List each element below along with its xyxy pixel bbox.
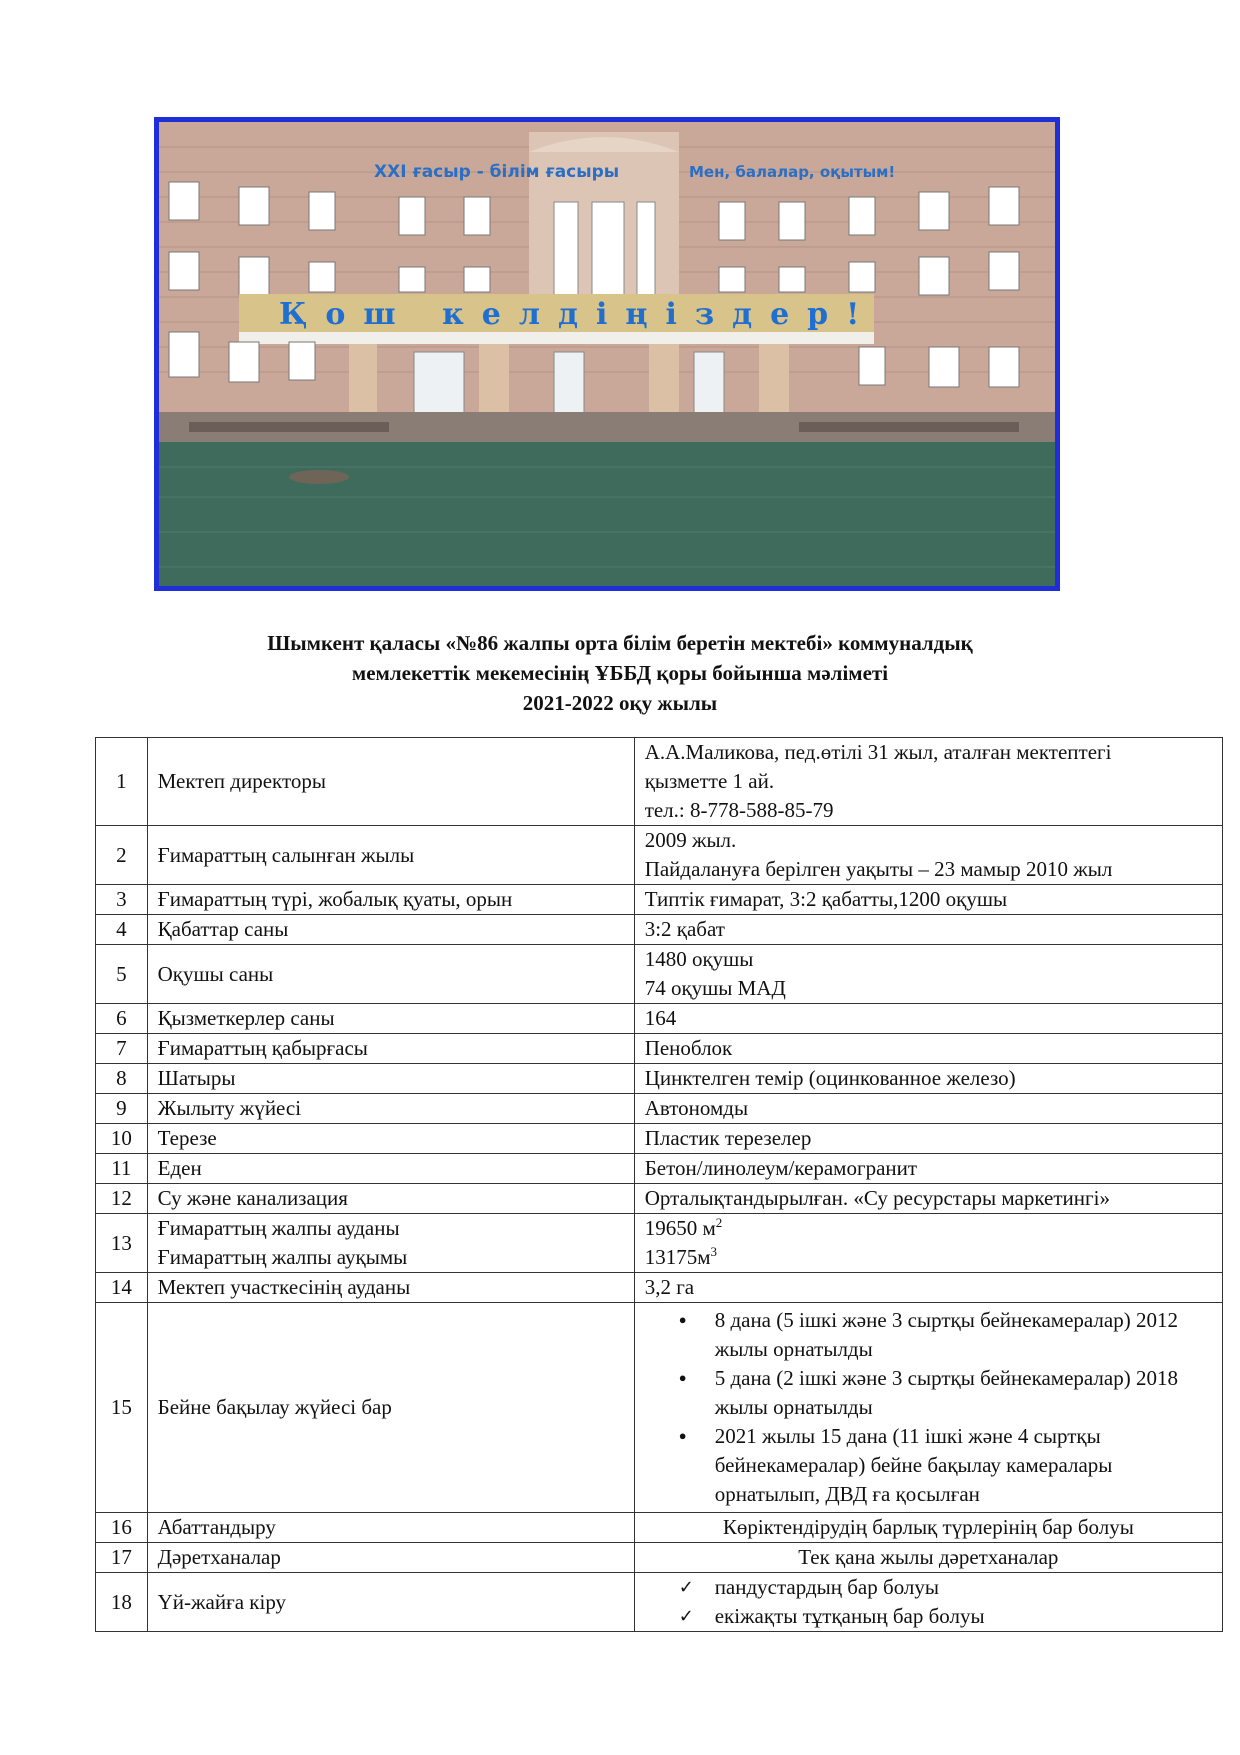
row-value bbox=[634, 738, 1222, 826]
row-number: 18 bbox=[96, 1573, 148, 1632]
area-value bbox=[645, 1214, 1212, 1243]
row-number: 3 bbox=[96, 885, 148, 915]
row-value: Автономды bbox=[634, 1094, 1222, 1124]
row-label: Шатыры bbox=[147, 1064, 634, 1094]
row-number: 7 bbox=[96, 1034, 148, 1064]
row-label: Қабаттар саны bbox=[147, 915, 634, 945]
area-number: 19650 м bbox=[644, 1216, 716, 1240]
row-number: 14 bbox=[96, 1273, 148, 1303]
table-row bbox=[96, 1124, 1223, 1154]
row-value: Типтік ғимарат, 3:2 қабатты,1200 оқушы bbox=[634, 885, 1222, 915]
value-line: қызметте 1 ай. bbox=[644, 769, 775, 793]
row-label: Мектеп директоры bbox=[147, 738, 634, 826]
row-label: Терезе bbox=[147, 1124, 634, 1154]
title-line-3: 2021-2022 оқу жылы bbox=[522, 691, 718, 715]
row-label: Абаттандыру bbox=[147, 1513, 634, 1543]
row-value bbox=[634, 1303, 1222, 1513]
list-item: ✓ пандустардың бар болуы bbox=[715, 1573, 1212, 1602]
list-item: ✓ екіжақты тұтқаның бар болуы bbox=[715, 1602, 1212, 1631]
access-list bbox=[645, 1573, 1212, 1631]
table-row bbox=[96, 945, 1223, 1004]
table-row bbox=[96, 885, 1223, 915]
table-row bbox=[96, 915, 1223, 945]
table-row bbox=[96, 1064, 1223, 1094]
label-line: Ғимараттың жалпы ауқымы bbox=[157, 1245, 408, 1269]
list-item: ● 2021 жылы 15 дана (11 ішкі және 4 сыртқы бейнекамералар) бейне бақылау камералары орнатылып, ДВД ға қосылған bbox=[715, 1422, 1212, 1509]
value-line: 74 оқушы МАД bbox=[644, 976, 786, 1000]
left-slogan: XXI ғасыр - білім ғасыры bbox=[374, 162, 620, 182]
row-value: 3:2 қабат bbox=[634, 915, 1222, 945]
table-row bbox=[96, 738, 1223, 826]
row-label: Ғимараттың қабырғасы bbox=[147, 1034, 634, 1064]
row-value: Пластик терезелер bbox=[634, 1124, 1222, 1154]
row-number: 8 bbox=[96, 1064, 148, 1094]
row-value: Бетон/линолеум/керамогранит bbox=[634, 1154, 1222, 1184]
row-value: 3,2 га bbox=[634, 1273, 1222, 1303]
table-row bbox=[96, 1094, 1223, 1124]
value-line: 1480 оқушы bbox=[644, 947, 754, 971]
school-info-table bbox=[95, 737, 1223, 1632]
document-title bbox=[100, 628, 1140, 718]
row-value: Пеноблок bbox=[634, 1034, 1222, 1064]
row-number: 4 bbox=[96, 915, 148, 945]
camera-list bbox=[645, 1306, 1212, 1509]
row-label: Бейне бақылау жүйесі бар bbox=[147, 1303, 634, 1513]
row-label: Дәретханалар bbox=[147, 1543, 634, 1573]
row-number: 10 bbox=[96, 1124, 148, 1154]
table-row bbox=[96, 1154, 1223, 1184]
row-value: Тек қана жылы дәретханалар bbox=[634, 1543, 1222, 1573]
row-value: 164 bbox=[634, 1004, 1222, 1034]
school-photo-illustration bbox=[159, 122, 1055, 586]
value-line: 2009 жыл. bbox=[644, 828, 737, 852]
row-label bbox=[147, 1214, 634, 1273]
value-line: тел.: 8-778-588-85-79 bbox=[644, 798, 834, 822]
table-row bbox=[96, 1184, 1223, 1214]
row-number: 11 bbox=[96, 1154, 148, 1184]
row-number: 13 bbox=[96, 1214, 148, 1273]
school-building-photo bbox=[154, 117, 1060, 591]
row-label: Су және канализация bbox=[147, 1184, 634, 1214]
row-label: Ғимараттың салынған жылы bbox=[147, 826, 634, 885]
volume-superscript: 3 bbox=[710, 1244, 717, 1259]
welcome-sign: Қош келдіңіздер! bbox=[279, 297, 878, 332]
row-label: Қызметкерлер саны bbox=[147, 1004, 634, 1034]
area-superscript: 2 bbox=[715, 1215, 723, 1230]
table-row bbox=[96, 1543, 1223, 1573]
row-number: 5 bbox=[96, 945, 148, 1004]
title-line-1: Шымкент қаласы «№86 жалпы орта білім беретін мектебі» коммуналдық bbox=[267, 631, 973, 655]
table-row bbox=[96, 1004, 1223, 1034]
row-label: Оқушы саны bbox=[147, 945, 634, 1004]
row-value bbox=[634, 945, 1222, 1004]
volume-value bbox=[645, 1243, 1212, 1272]
table-row bbox=[96, 1214, 1223, 1273]
volume-number: 13175м bbox=[644, 1245, 711, 1269]
row-value bbox=[634, 826, 1222, 885]
value-line: А.А.Маликова, пед.өтілі 31 жыл, аталған мектептегі bbox=[644, 740, 1112, 764]
row-number: 15 bbox=[96, 1303, 148, 1513]
table-row bbox=[96, 1273, 1223, 1303]
table-row bbox=[96, 1513, 1223, 1543]
row-label: Жылыту жүйесі bbox=[147, 1094, 634, 1124]
table-row bbox=[96, 1303, 1223, 1513]
row-label: Еден bbox=[147, 1154, 634, 1184]
row-value bbox=[634, 1214, 1222, 1273]
right-slogan: Мен, балалар, оқытым! bbox=[689, 163, 896, 181]
row-number: 1 bbox=[96, 738, 148, 826]
table-row bbox=[96, 1573, 1223, 1632]
row-number: 17 bbox=[96, 1543, 148, 1573]
label-line: Ғимараттың жалпы ауданы bbox=[157, 1216, 400, 1240]
row-value: Цинктелген темір (оцинкованное железо) bbox=[634, 1064, 1222, 1094]
row-number: 6 bbox=[96, 1004, 148, 1034]
row-number: 2 bbox=[96, 826, 148, 885]
row-label: Үй-жайға кіру bbox=[147, 1573, 634, 1632]
table-row bbox=[96, 1034, 1223, 1064]
list-item: ● 8 дана (5 ішкі және 3 сыртқы бейнекамералар) 2012 жылы орнатылды bbox=[715, 1306, 1212, 1364]
row-number: 16 bbox=[96, 1513, 148, 1543]
table-row bbox=[96, 826, 1223, 885]
row-value: Орталықтандырылған. «Су ресурстары маркетингі» bbox=[634, 1184, 1222, 1214]
row-value: Көріктендірудің барлық түрлерінің бар болуы bbox=[634, 1513, 1222, 1543]
title-line-2: мемлекеттік мекемесінің ҰББД қоры бойынша мәліметі bbox=[351, 661, 889, 685]
row-label: Ғимараттың түрі, жобалық қуаты, орын bbox=[147, 885, 634, 915]
list-item: ● 5 дана (2 ішкі және 3 сыртқы бейнекамералар) 2018 жылы орнатылды bbox=[715, 1364, 1212, 1422]
row-number: 12 bbox=[96, 1184, 148, 1214]
row-label: Мектеп участкесінің ауданы bbox=[147, 1273, 634, 1303]
row-number: 9 bbox=[96, 1094, 148, 1124]
row-value bbox=[634, 1573, 1222, 1632]
value-line: Пайдалануға берілген уақыты – 23 мамыр 2010 жыл bbox=[644, 857, 1113, 881]
